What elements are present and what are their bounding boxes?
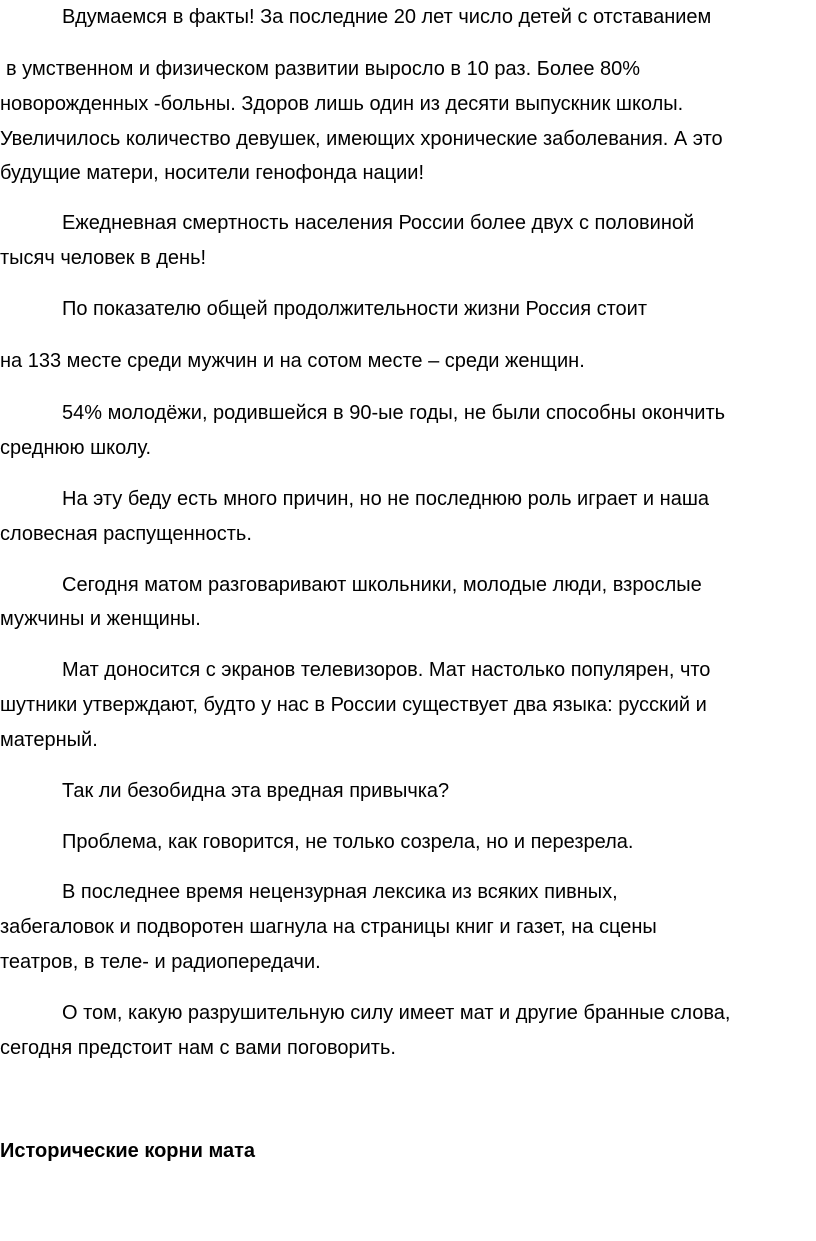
text-line: О том, какую разрушительную силу имеет мат и другие бранные слова, [62, 1002, 731, 1024]
text-line: По показателю общей продолжительности жизни Россия стоит [62, 298, 648, 320]
text-line: словесная распущенность. [0, 523, 252, 545]
text-line: мужчины и женщины. [0, 608, 201, 630]
text-line: матерный. [0, 729, 98, 751]
text-line: Проблема, как говорится, не только созрела, но и перезрела. [62, 831, 634, 853]
text-line: будущие матери, носители генофонда нации! [0, 162, 425, 184]
text-line: Вдумаемся в факты! За последние 20 лет число детей с отставанием [62, 6, 712, 28]
text-line: шутники утверждают, будто у нас в России существует два языка: русский и [0, 694, 707, 716]
text-line: сегодня предстоит нам с вами поговорить. [0, 1037, 396, 1059]
text-line: На эту беду есть много причин, но не последнюю роль играет и наша [62, 488, 709, 510]
text-line: 54% молодёжи, родившейся в 90-ые годы, не были способны окончить [62, 402, 726, 424]
text-line: Мат доносится с экранов телевизоров. Мат настолько популярен, что [62, 659, 711, 681]
text-line: Ежедневная смертность населения России более двух с половиной [62, 212, 695, 234]
text-line: среднюю школу. [0, 437, 152, 459]
text-line: театров, в теле- и радиопередачи. [0, 951, 321, 973]
text-line: В последнее время нецензурная лексика из всяких пивных, [62, 881, 618, 903]
text-line: Сегодня матом разговаривают школьники, молодые люди, взрослые [62, 574, 702, 596]
text-line: в умственном и физическом развитии выросло в 10 раз. Более 80% [6, 58, 641, 80]
text-line: Увеличилось количество девушек, имеющих хронические заболевания. А это [0, 128, 723, 150]
text-line: забегаловок и подворотен шагнула на страницы книг и газет, на сцены [0, 916, 657, 938]
text-line: тысяч человек в день! [0, 247, 207, 269]
text-line: новорожденных -больны. Здоров лишь один из десяти выпускник школы. [0, 93, 684, 115]
section-heading: Исторические корни мата [0, 1140, 256, 1162]
text-line: на 133 месте среди мужчин и на сотом месте – среди женщин. [0, 350, 585, 372]
text-line: Так ли безобидна эта вредная привычка? [62, 780, 450, 802]
